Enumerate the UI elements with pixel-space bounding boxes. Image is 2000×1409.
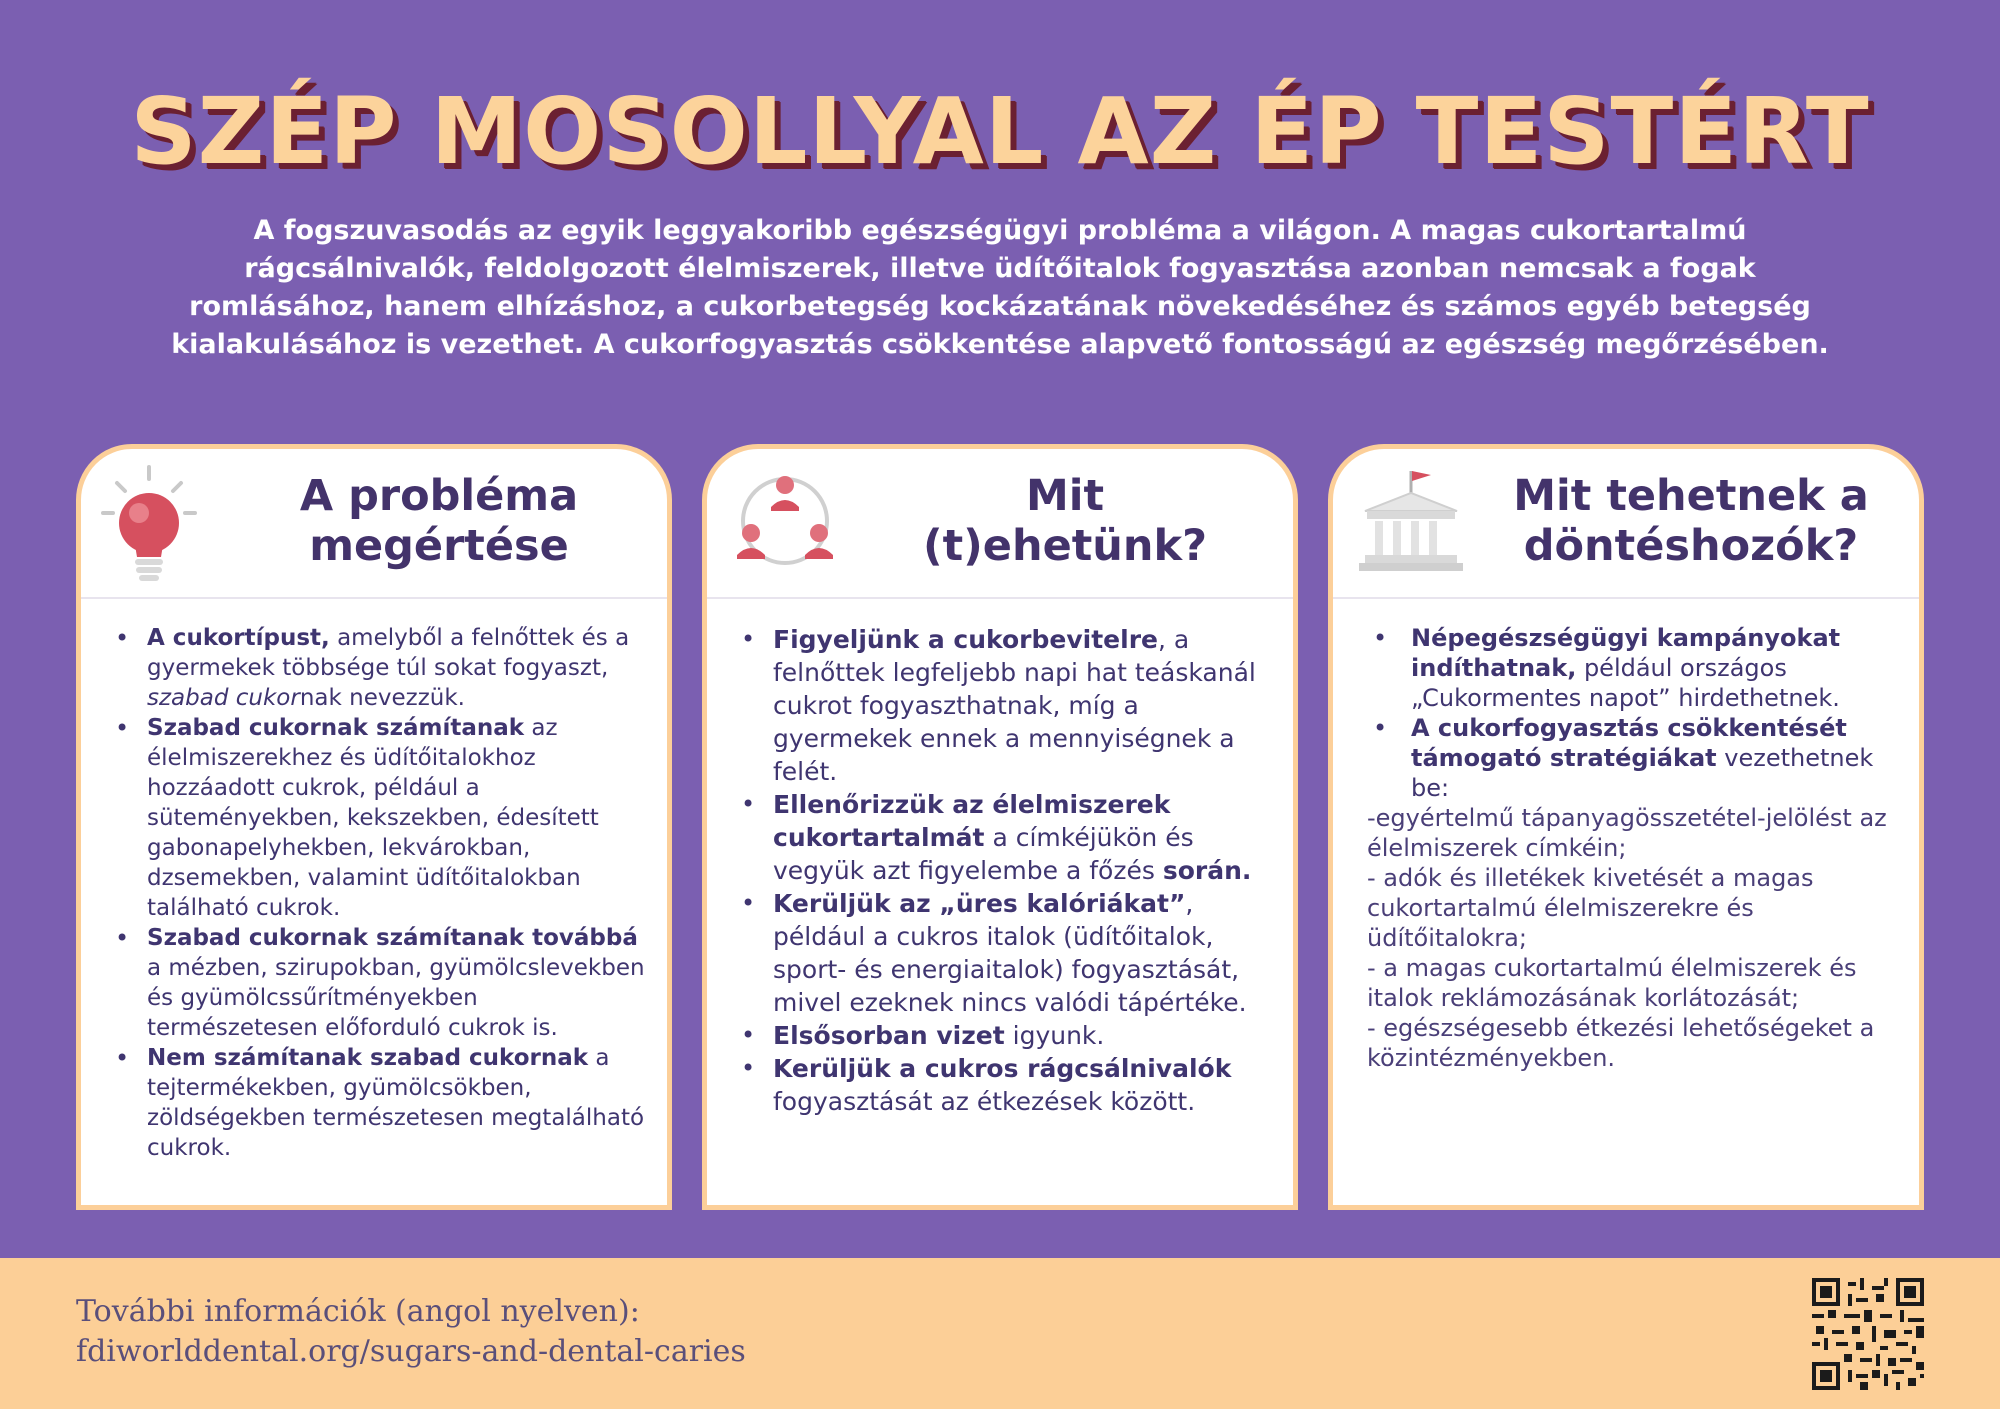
qr-code-icon[interactable] (1812, 1278, 1924, 1390)
card-header (81, 449, 667, 599)
footer-label: További információk (angol nyelven): (76, 1294, 640, 1329)
policy-line: - egészségesebb étkezési lehetőségeket a közintézményekben. (1367, 1014, 1875, 1072)
footer-link[interactable]: fdiworlddental.org/sugars-and-dental-caries (76, 1334, 746, 1369)
page-title: SZÉP MOSOLLYAL AZ ÉP TESTÉRT (130, 78, 1870, 185)
card-policy-makers (1328, 444, 1924, 1210)
list-item: • Kerüljük az „üres kalóriákat”, például a cukros italok (üdítőitalok, sport- és energiaitalok) fogyasztását, mivel ezeknek nincs valódi tápértéke. (735, 887, 1273, 1019)
card-body (707, 609, 1293, 1118)
card-body (1333, 609, 1919, 1073)
list-item: • A cukorfogyasztás csökkentését támogató stratégiákat vezethetnek be: (1367, 713, 1899, 803)
card-body (81, 609, 667, 1163)
list-item: • Szabad cukornak számítanak az élelmiszerekhez és üdítőitalokhoz hozzáadott cukrok, például a süteményekben, kekszekben, édesített gabonapelyhekben, lekvárokban, dzsemekben, valamint üdítőitalokban található cukrok. (109, 713, 647, 923)
card-title: A probléma megértése (299, 471, 579, 571)
list-item: • Elsősorban vizet igyunk. (735, 1019, 1273, 1052)
people-network-icon (725, 461, 845, 587)
list-item: • Szabad cukornak számítanak továbbá a mézben, szirupokban, gyümölcslevekben és gyümölcssűrítményekben természetesen előforduló cukrok is. (109, 923, 647, 1043)
list-item: • Népegészségügyi kampányokat indíthatnak, például országos „Cukormentes napot” hirdethetnek. (1367, 623, 1899, 713)
list-item: • A cukortípust, amelyből a felnőttek és a gyermekek többsége túl sokat fogyaszt, szabad cukornak nevezzük. (109, 623, 647, 713)
list-item: • Kerüljük a cukros rágcsálnivalók fogyasztását az étkezések között. (735, 1052, 1273, 1118)
policy-line: - a magas cukortartalmú élelmiszerek és italok reklámozásának korlátozását; (1367, 954, 1857, 1012)
card-header (1333, 449, 1919, 599)
list-item: • Ellenőrizzük az élelmiszerek cukortartalmát a címkéjükön és vegyük azt figyelembe a főzés során. (735, 788, 1273, 887)
lightbulb-icon (99, 461, 219, 587)
policy-line: -egyértelmű tápanyagösszetétel-jelölést az élelmiszerek címkéin; (1367, 804, 1887, 862)
card-header (707, 449, 1293, 599)
government-building-icon (1351, 461, 1471, 587)
intro-paragraph: A fogszuvasodás az egyik leggyakoribb egészségügyi probléma a világon. A magas cukortartalmú rágcsálnivalók, feldolgozott élelmiszerek, illetve üdítőitalok fogyasztása azonban nemcsak a fogak romlásához, hanem elhízáshoz, a cukorbetegség kockázatának növekedéséhez és számos egyéb betegség kialakulásához is vezethet. A cukorfogyasztás csökkentése alapvető fontosságú az egészség megőrzésében. (171, 215, 1829, 360)
footer (0, 1258, 2000, 1409)
card-title: Mit tehetnek a döntéshozók? (1513, 471, 1869, 571)
footer-info (76, 1292, 746, 1372)
list-item: • Nem számítanak szabad cukornak a tejtermékekben, gyümölcsökben, zöldségekben természetesen megtalálható cukrok. (109, 1043, 647, 1163)
card-problem (76, 444, 672, 1210)
policy-line: - adók és illetékek kivetését a magas cukortartalmú élelmiszerekre és üdítőitalokra; (1367, 864, 1814, 952)
card-what-we-can-do (702, 444, 1298, 1210)
list-item: • Figyeljünk a cukorbevitelre, a felnőttek legfeljebb napi hat teáskanál cukrot fogyaszthatnak, míg a gyermekek ennek a mennyiségnek a felét. (735, 623, 1273, 788)
card-title: Mit (t)ehetünk? (922, 471, 1208, 571)
